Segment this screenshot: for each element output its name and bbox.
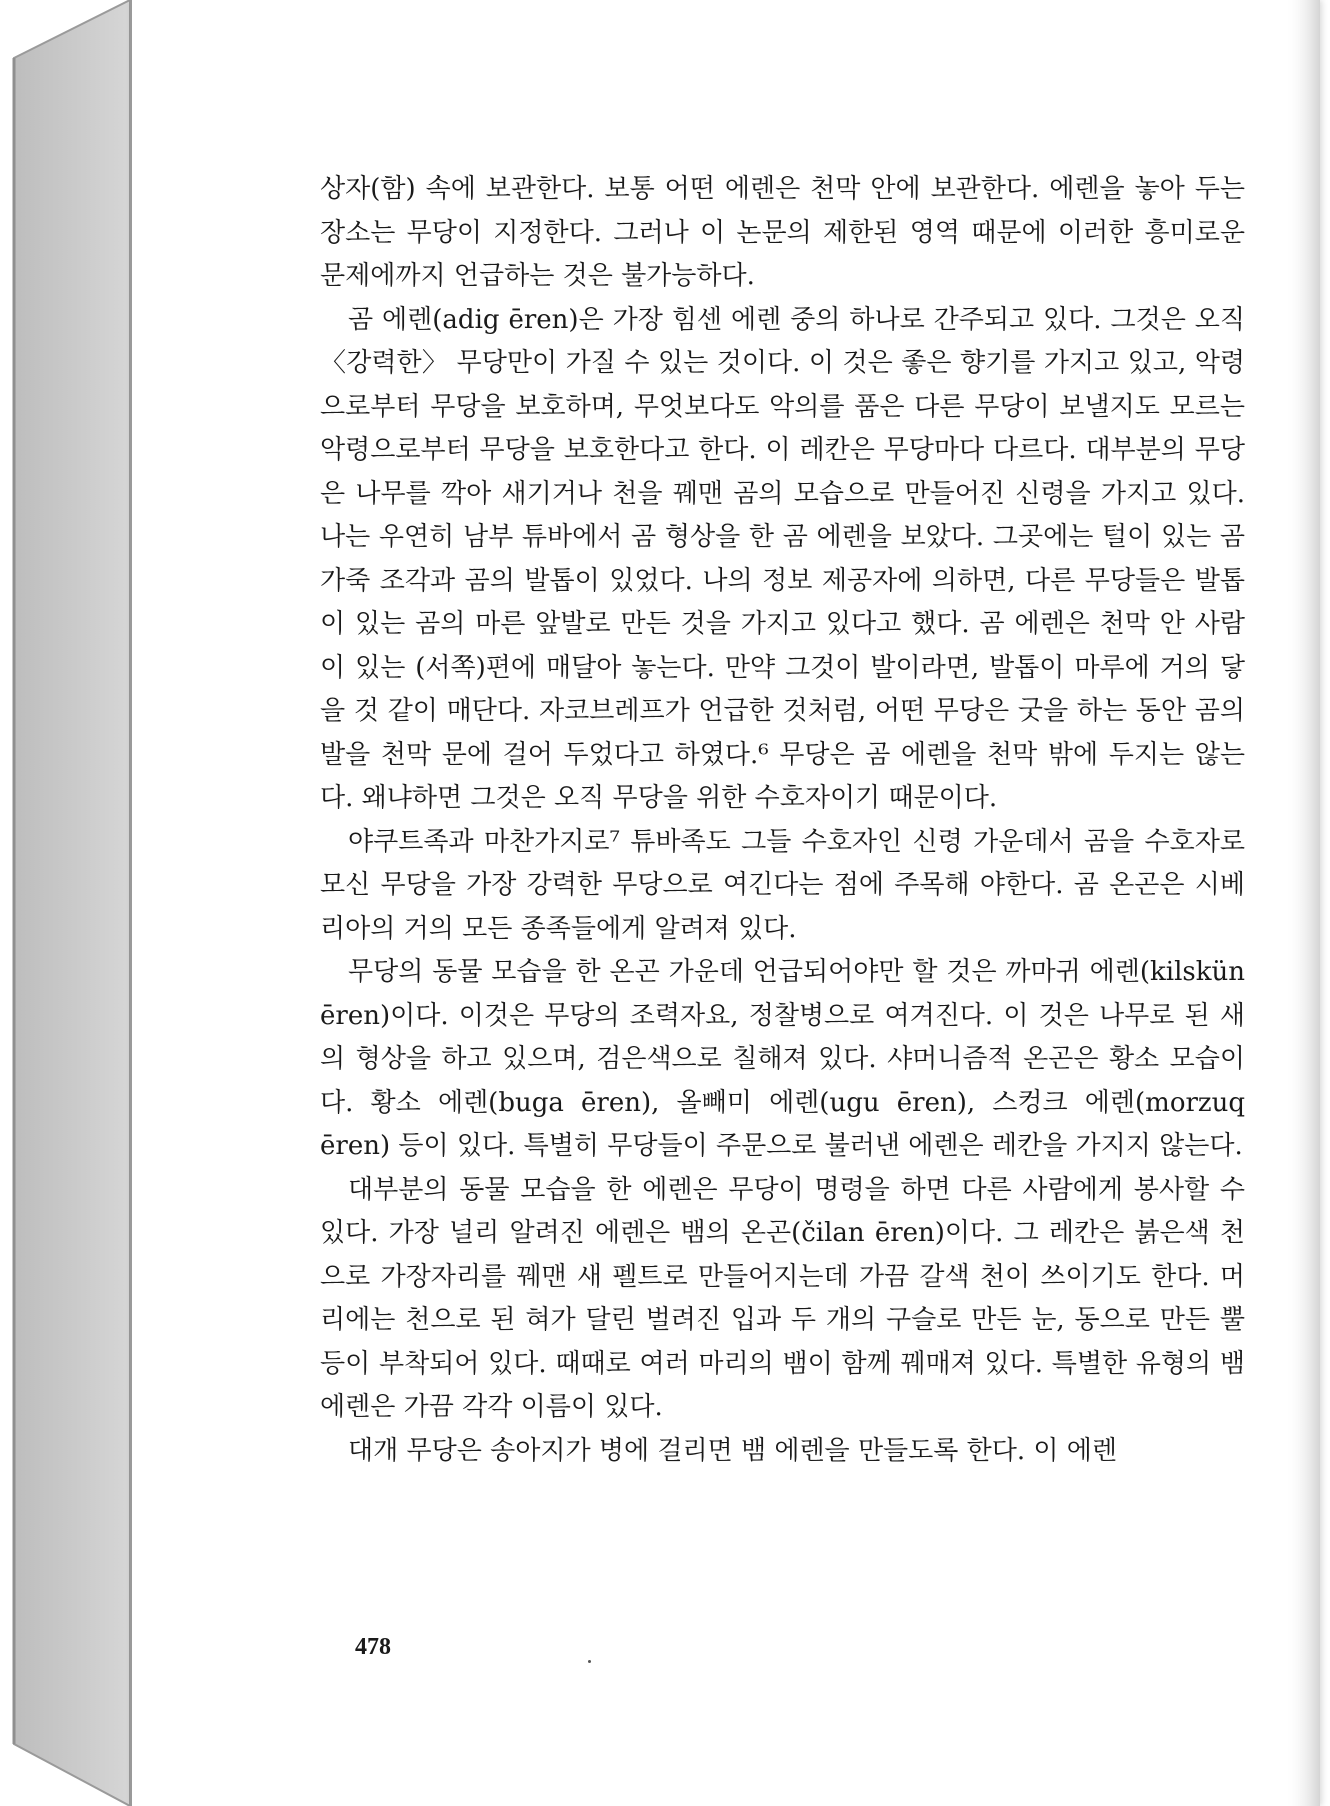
page-number: 478: [355, 1634, 391, 1660]
paragraph-1: 상자(함) 속에 보관한다. 보통 어떤 에렌은 천막 안에 보관한다. 에렌을 놓아 두는 장소는 무당이 지정한다. 그러나 이 논문의 제한된 영역 때문에 이러한 흥미로운 문제에까지 언급하는 것은 불가능하다.: [320, 174, 1245, 291]
scan-speck: [588, 1660, 591, 1663]
paragraph-3: 야쿠트족과 마찬가지로⁷ 튜바족도 그들 수호자인 신령 가운데서 곰을 수호자로 모신 무당을 가장 강력한 무당으로 여긴다는 점에 주목해 야한다. 곰 온곤은 시베리아의 거의 모든 종족들에게 알려져 있다.: [320, 826, 1245, 944]
paragraph-4: 무당의 동물 모습을 한 온곤 가운데 언급되어야만 할 것은 까마귀 에렌(kilskün ēren)이다. 이것은 무당의 조력자요, 정찰병으로 여겨진다. 이 것은 나무로 된 새의 형상을 하고 있으며, 검은색으로 칠해져 있다. 샤머니즘적 온곤은 황소 모습이다. 황소 에렌(buga ēren), 올빼미 에렌(ugu ēren), 스컹크 에렌(morzuq ēren) 등이 있다. 특별히 무당들이 주문으로 불러낸 에렌은 레칸을 가지지 않는다.: [320, 957, 1245, 1161]
body-text: [320, 168, 1245, 1473]
paragraph-5: 대부분의 동물 모습을 한 에렌은 무당이 명령을 하면 다른 사람에게 봉사할 수 있다. 가장 널리 알려진 에렌은 뱀의 온곤(čilan ēren)이다. 그 레칸은 붉은색 천으로 가장자리를 꿰맨 새 펠트로 만들어지는데 가끔 갈색 천이 쓰이기도 한다. 머리에는 천으로 된 혀가 달린 벌려진 입과 두 개의 구슬로 만든 눈, 동으로 만든 뿔 등이 부착되어 있다. 때때로 여러 마리의 뱀이 함께 꿰매져 있다. 특별한 유형의 뱀 에렌은 가끔 각각 이름이 있다.: [320, 1174, 1245, 1422]
paragraph-2: 곰 에렌(adig ēren)은 가장 힘센 에렌 중의 하나로 간주되고 있다. 그것은 오직 〈강력한〉 무당만이 가질 수 있는 것이다. 이 것은 좋은 향기를 가지고 있고, 악령으로부터 무당을 보호하며, 무엇보다도 악의를 품은 다른 무당이 보낼지도 모르는 악령으로부터 무당을 보호한다고 한다. 이 레칸은 무당마다 다르다. 대부분의 무당은 나무를 깍아 새기거나 천을 꿰맨 곰의 모습으로 만들어진 신령을 가지고 있다. 나는 우연히 남부 튜바에서 곰 형상을 한 곰 에렌을 보았다. 그곳에는 털이 있는 곰가죽 조각과 곰의 발톱이 있었다. 나의 정보 제공자에 의하면, 다른 무당들은 발톱이 있는 곰의 마른 앞발로 만든 것을 가지고 있다고 했다. 곰 에렌은 천막 안 사람이 있는 (서쪽)편에 매달아 놓는다. 만약 그것이 발이라면, 발톱이 마루에 거의 닿을 것 같이 매단다. 자코브레프가 언급한 것처럼, 어떤 무당은 굿을 하는 동안 곰의 발을 천막 문에 걸어 두었다고 하였다.⁶ 무당은 곰 에렌을 천막 밖에 두지는 않는다. 왜냐하면 그것은 오직 무당을 위한 수호자이기 때문이다.: [320, 304, 1245, 813]
paragraph-6: 대개 무당은 송아지가 병에 걸리면 뱀 에렌을 만들도록 한다. 이 에렌: [348, 1435, 1118, 1466]
